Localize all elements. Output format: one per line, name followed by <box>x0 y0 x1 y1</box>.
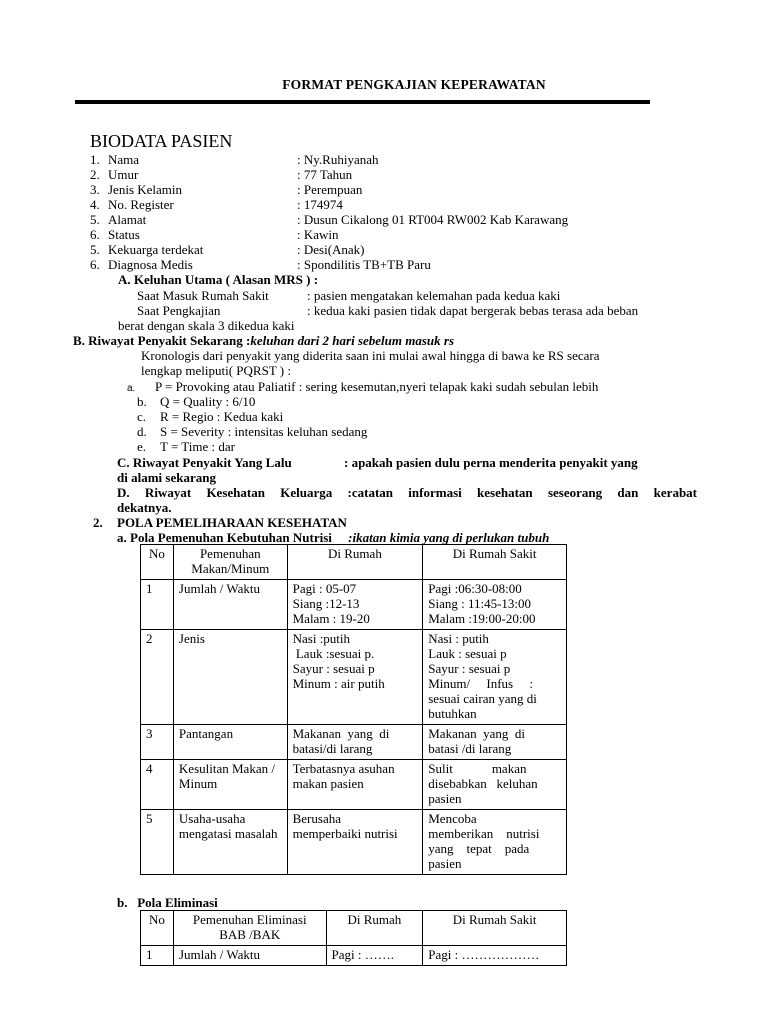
cell-no: 3 <box>141 725 174 760</box>
riwayat-lalu-text: : apakah pasien dulu perna menderita penyakit yang <box>344 455 638 470</box>
cell-item: Usaha-usaha mengatasi masalah <box>173 810 287 875</box>
pola-heading: POLA PEMELIHARAAN KESEHATAN <box>117 515 347 530</box>
table-row <box>141 580 567 630</box>
cell-no: 5 <box>141 810 174 875</box>
cell-rs <box>423 725 567 760</box>
cell-line: butuhkan <box>428 706 477 721</box>
cell-rs <box>423 810 567 875</box>
riwayat-lalu-text: di alami sekarang <box>117 470 216 485</box>
biodata-label: Alamat <box>108 212 147 227</box>
biodata-label: Umur <box>108 167 139 182</box>
cell-line: Makanan yang di <box>292 726 390 741</box>
biodata-value: : Kawin <box>297 227 339 242</box>
table-row <box>141 630 567 725</box>
cell-item: Kesulitan Makan / Minum <box>173 760 287 810</box>
biodata-label: Diagnosa Medis <box>108 257 193 272</box>
biodata-label: Kekuarga terdekat <box>108 242 204 257</box>
cell-line: yang tepat pada <box>428 841 530 856</box>
cell-rumah <box>287 810 423 875</box>
cell-line: sesuai cairan yang di <box>428 691 537 706</box>
cell-line: Mencoba <box>428 811 477 826</box>
pqrst-text: R = Regio : Kedua kaki <box>160 409 284 424</box>
pengkajian-cont: berat dengan skala 3 dikedua kaki <box>118 318 295 333</box>
cell-no: 1 <box>141 946 174 966</box>
cell-line: Malam :19:00-20:00 <box>428 611 536 626</box>
header-cell: Di Rumah <box>326 911 423 946</box>
table-row <box>141 810 567 875</box>
cell-line: Lauk :sesuai p. <box>292 646 375 661</box>
biodata-value: : Ny.Ruhiyanah <box>297 152 379 167</box>
pqrst-text: Q = Quality : 6/10 <box>160 394 256 409</box>
pqrst-text: T = Time : dar <box>160 439 235 454</box>
biodata-value: : Spondilitis TB+TB Paru <box>297 257 431 272</box>
header-cell: Di Rumah Sakit <box>423 545 567 580</box>
header-cell: No <box>141 911 174 946</box>
pqrst-text: S = Severity : intensitas keluhan sedang <box>160 424 368 439</box>
cell-item: Jenis <box>173 630 287 725</box>
eliminasi-table <box>140 910 567 966</box>
header-cell: Di Rumah Sakit <box>423 911 567 946</box>
table-header-row <box>141 911 567 946</box>
table-header-row <box>141 545 567 580</box>
cell-line: Minum : air putih <box>292 676 385 691</box>
cell-line: Makanan yang di <box>428 726 526 741</box>
cell-rs <box>423 580 567 630</box>
table-row <box>141 760 567 810</box>
section-title: BIODATA PASIEN <box>90 131 233 151</box>
heading-italic: keluhan dari 2 hari sebelum masuk rs <box>250 333 455 348</box>
cell-line: Pagi : 05-07 <box>292 581 357 596</box>
pengkajian-label: Saat Pengkajian <box>137 303 221 318</box>
cell-line: pasien <box>428 856 462 871</box>
biodata-num: 6. <box>90 227 100 242</box>
cell-line: Minum/ Infus : <box>428 676 533 691</box>
biodata-label: Status <box>108 227 140 242</box>
cell-line: Lauk : sesuai p <box>428 646 507 661</box>
biodata-value: : 174974 <box>297 197 343 212</box>
header-cell: Pemenuhan Makan/Minum <box>173 545 287 580</box>
biodata-num: 2. <box>90 167 100 182</box>
cell-item: Pantangan <box>173 725 287 760</box>
nutrisi-heading-bold: a. Pola Pemenuhan Kebutuhan Nutrisi <box>117 530 332 545</box>
title-rule <box>75 100 650 104</box>
nutrisi-heading <box>117 530 549 545</box>
header-cell: Di Rumah <box>287 545 423 580</box>
cell-line: disebabkan keluhan <box>428 776 538 791</box>
biodata-value: : 77 Tahun <box>297 167 353 182</box>
cell-line: Malam : 19-20 <box>292 611 370 626</box>
cell-line: makan pasien <box>292 776 364 791</box>
header-cell: Pemenuhan Eliminasi BAB /BAK <box>173 911 326 946</box>
biodata-label: Jenis Kelamin <box>108 182 183 197</box>
cell-line: Nasi :putih <box>292 631 351 646</box>
masuk-label: Saat Masuk Rumah Sakit <box>137 288 269 303</box>
pqrst-text: P = Provoking atau Paliatif : sering kesemutan,nyeri telapak kaki sudah sebulan lebih <box>155 379 599 394</box>
cell-no: 2 <box>141 630 174 725</box>
biodata-num: 5. <box>90 242 100 257</box>
kronologi-line: lengkap meliputi( PQRST ) : <box>141 363 291 378</box>
cell-line: memberikan nutrisi <box>428 826 540 841</box>
cell-no: 1 <box>141 580 174 630</box>
cell-rs <box>423 630 567 725</box>
cell-line: Siang : 11:45-13:00 <box>428 596 532 611</box>
table-row <box>141 946 567 966</box>
cell-no: 4 <box>141 760 174 810</box>
masuk-value: : pasien mengatakan kelemahan pada kedua kaki <box>307 288 561 303</box>
biodata-num: 5. <box>90 212 100 227</box>
cell-line: Nasi : putih <box>428 631 489 646</box>
cell-line: Terbatasnya asuhan <box>292 761 395 776</box>
biodata-value: : Dusun Cikalong 01 RT004 RW002 Kab Karawang <box>297 212 569 227</box>
riwayat-lalu-heading: C. Riwayat Penyakit Yang Lalu <box>117 455 292 470</box>
pqrst-letter: d. <box>137 424 147 439</box>
pqrst-letter: e. <box>137 439 147 454</box>
cell-item: Jumlah / Waktu <box>173 946 326 966</box>
cell-rumah <box>287 580 423 630</box>
cell-line: Sayur : sesuai p <box>292 661 375 676</box>
pqrst-letter: b. <box>137 394 147 409</box>
nutrisi-heading-italic: :ikatan kimia yang di perlukan tubuh <box>348 530 550 545</box>
cell-rs: Pagi : ……………… <box>423 946 567 966</box>
nutrisi-table <box>140 544 567 875</box>
biodata-num: 4. <box>90 197 100 212</box>
cell-item: Jumlah / Waktu <box>173 580 287 630</box>
cell-rumah <box>287 630 423 725</box>
cell-line: Sayur : sesuai p <box>428 661 511 676</box>
header-cell: No <box>141 545 174 580</box>
pqrst-letter: c. <box>137 409 147 424</box>
cell-line: Siang :12-13 <box>292 596 360 611</box>
pqrst-letter: a. <box>127 383 136 394</box>
cell-line: memperbaiki nutrisi <box>292 826 398 841</box>
cell-line: batasi /di larang <box>428 741 512 756</box>
cell-rs <box>423 760 567 810</box>
keluhan-heading: A. Keluhan Utama ( Alasan MRS ) : <box>118 272 319 287</box>
pola-num: 2. <box>93 515 103 530</box>
table-row <box>141 725 567 760</box>
biodata-value: : Perempuan <box>297 182 363 197</box>
cell-rumah <box>287 760 423 810</box>
pengkajian-value: : kedua kaki pasien tidak dapat bergerak bebas terasa ada beban <box>307 303 639 318</box>
cell-line: batasi/di larang <box>292 741 373 756</box>
cell-line: Pagi :06:30-08:00 <box>428 581 522 596</box>
document-title: FORMAT PENGKAJIAN KEPERAWATAN <box>282 77 546 92</box>
cell-rumah <box>287 725 423 760</box>
biodata-label: No. Register <box>108 197 174 212</box>
cell-line: Sulit makan <box>428 761 527 776</box>
cell-rumah: Pagi : ……. <box>326 946 423 966</box>
cell-line: pasien <box>428 791 462 806</box>
cell-line: Berusaha <box>292 811 341 826</box>
biodata-label: Nama <box>108 152 140 167</box>
riwayat-sekarang-heading <box>73 333 454 348</box>
biodata-num: 3. <box>90 182 100 197</box>
riwayat-keluarga-line: D. Riwayat Kesehatan Keluarga :catatan informasi kesehatan seseorang dan kerabat <box>117 485 697 500</box>
heading-bold: B. Riwayat Penyakit Sekarang : <box>73 333 251 348</box>
kronologi-line: Kronologis dari penyakit yang diderita saan ini mulai awal hingga di bawa ke RS secara <box>141 348 600 363</box>
biodata-value: : Desi(Anak) <box>297 242 365 257</box>
riwayat-keluarga-line: dekatnya. <box>117 500 172 515</box>
biodata-num: 6. <box>90 257 100 272</box>
eliminasi-heading: b. Pola Eliminasi <box>117 895 218 910</box>
biodata-num: 1. <box>90 152 100 167</box>
